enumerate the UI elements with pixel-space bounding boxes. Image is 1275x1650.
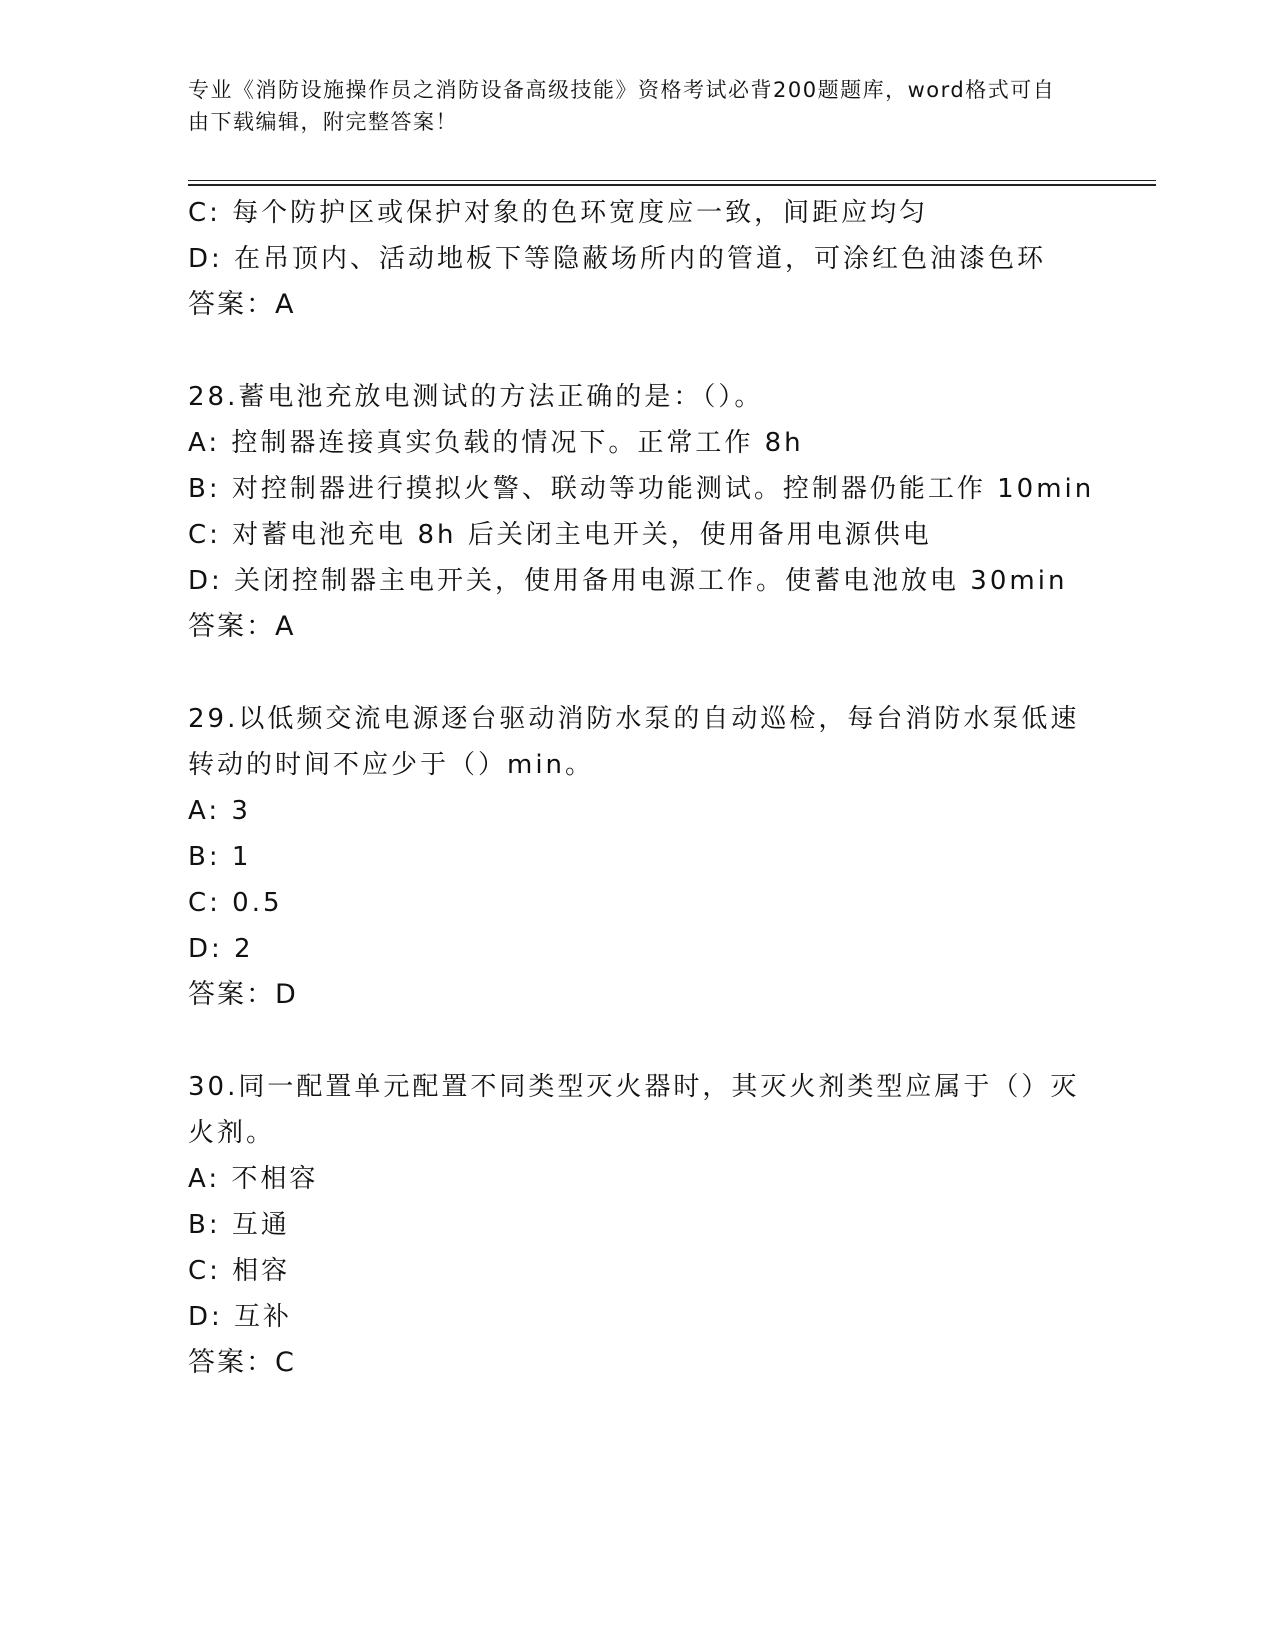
- option-b: B: 互通: [188, 1210, 290, 1240]
- option-c: C: 0.5: [188, 888, 283, 918]
- spacer: [188, 1018, 1088, 1064]
- option-a: A: 3: [188, 796, 251, 826]
- question-stem: 30.同一配置单元配置不同类型灭火器时，其灭火剂类型应属于（）灭火剂。: [188, 1072, 1080, 1148]
- option-a: A: 控制器连接真实负载的情况下。正常工作 8h: [188, 428, 804, 458]
- question-29: [188, 696, 1088, 1018]
- spacer: [188, 328, 1088, 374]
- option-a: A: 不相容: [188, 1164, 319, 1194]
- option-c: C: 相容: [188, 1256, 291, 1286]
- option-c: C: 对蓄电池充电 8h 后关闭主电开关，使用备用电源供电: [188, 520, 932, 550]
- partial-question: [188, 190, 1088, 328]
- option-d: D: 2: [188, 934, 254, 964]
- question-list: [188, 190, 1095, 1386]
- option-b: B: 1: [188, 842, 252, 872]
- answer-line: 答案：A: [188, 289, 296, 320]
- answer-line: 答案：D: [188, 979, 298, 1010]
- answer-line: 答案：C: [188, 1347, 296, 1378]
- header-divider-thick: [188, 184, 1156, 186]
- question-28: [188, 374, 1095, 650]
- question-stem: 29.以低频交流电源逐台驱动消防水泵的自动巡检，每台消防水泵低速转动的时间不应少于（）min。: [188, 704, 1080, 780]
- option-c: C: 每个防护区或保护对象的色环宽度应一致，间距应均匀: [188, 198, 929, 228]
- document-header: 专业《消防设施操作员之消防设备高级技能》资格考试必背200题题库，word格式可自由下载编辑，附完整答案！: [188, 78, 1056, 134]
- question-30: [188, 1064, 1088, 1386]
- spacer: [188, 650, 1088, 696]
- option-d: D: 互补: [188, 1302, 293, 1332]
- question-stem: 28.蓄电池充放电测试的方法正确的是：（）。: [188, 382, 764, 412]
- header-divider-thin: [188, 180, 1156, 181]
- answer-line: 答案：A: [188, 611, 296, 642]
- option-b: B: 对控制器进行摸拟火警、联动等功能测试。控制器仍能工作 10min: [188, 474, 1095, 504]
- option-d: D: 关闭控制器主电开关，使用备用电源工作。使蓄电池放电 30min: [188, 566, 1068, 596]
- option-d: D: 在吊顶内、活动地板下等隐蔽场所内的管道，可涂红色油漆色环: [188, 244, 1047, 274]
